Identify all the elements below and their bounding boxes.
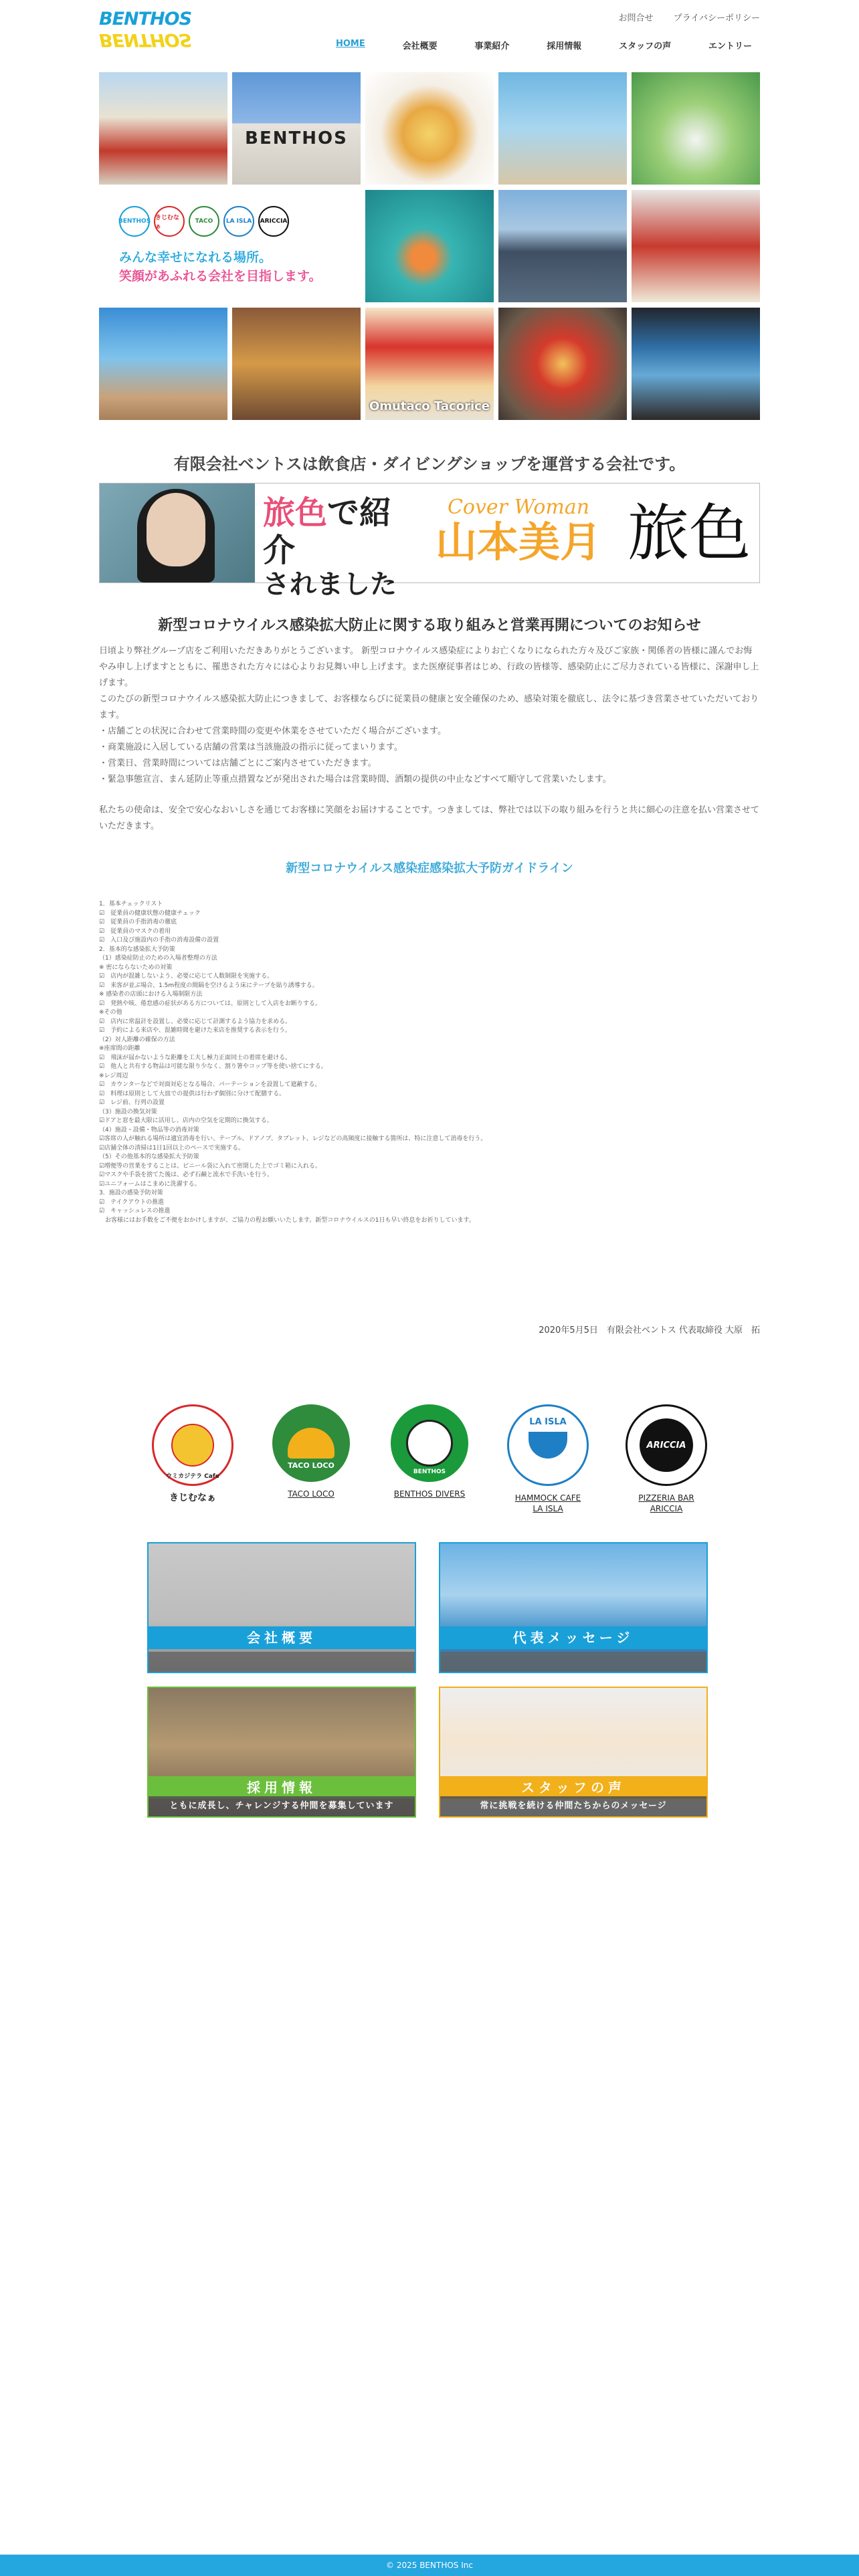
card-subtitle xyxy=(440,1652,706,1672)
tabiiro-banner[interactable] xyxy=(99,483,760,600)
guideline-line: ☑マスクや手袋を捨てた後は、必ず石鹸と流水で手洗いを行う。 xyxy=(99,1172,274,1178)
banner-text-middle xyxy=(418,484,619,582)
guideline-line: ☑客席の人が触れる場所は適宜消毒を行い、テーブル、ドアノブ、タブレット、レジなどの高頻度に接触する箇所は、特に注意して消毒を行う。 xyxy=(99,1136,487,1142)
nav-staff-voice[interactable]: スタッフの声 xyxy=(619,41,672,51)
notice-body xyxy=(99,643,760,835)
ocean-view-bar-photo xyxy=(632,308,760,420)
pizza-photo xyxy=(498,308,627,420)
guideline-list xyxy=(99,900,760,1225)
ariccia-logo-text: ARICCIA xyxy=(640,1418,693,1472)
beach-hammock-photo xyxy=(498,72,627,185)
guideline-line: ☑ キャッシュレスの推進 xyxy=(99,1208,171,1214)
taco-logo-text: TACO LOCO xyxy=(288,1461,335,1470)
kijimuna-mini-icon: きじむなぁ xyxy=(154,206,185,237)
banner-name: 山本美月 xyxy=(435,518,601,566)
guideline-line: （4）施設・設備・物品等の消毒対策 xyxy=(99,1126,199,1134)
guideline-line: ☑ 従業員の健康状態の健康チェック xyxy=(99,909,201,917)
brand-kijimuna[interactable] xyxy=(146,1404,240,1514)
guideline-line: ☑ カウンターなどで対面対応となる場合、パーテーションを設置して遮蔽する。 xyxy=(99,1081,321,1088)
guideline-line: ☑ 発熱や咳、倦怠感の症状がある方については、原則として入店をお断りする。 xyxy=(99,1000,321,1007)
guideline-line: ☑ 料理は原則として大皿での提供は行わず個別に分けて配膳する。 xyxy=(99,1090,286,1097)
guideline-title: 新型コロナウイルス感染症感染拡大予防ガイドライン xyxy=(286,861,573,875)
card-title: 代表メッセージ xyxy=(440,1626,706,1649)
banner-was: されました xyxy=(263,569,397,600)
contact-link[interactable]: お問合せ xyxy=(618,13,654,23)
guideline-line: ☑ 従業員のマスクの着用 xyxy=(99,928,171,935)
guideline-line: ☑ 予約による来店や、混雑時間を避けた来店を推奨する表示を行う。 xyxy=(99,1027,291,1034)
guideline-line: ※ 密にならないための対策 xyxy=(99,964,173,971)
guideline-line: ☑店舗全体の清掃は1日1回以上のペースで実施する。 xyxy=(99,1144,245,1152)
card-company-overview[interactable] xyxy=(147,1542,416,1673)
restaurant-interior-photo xyxy=(232,308,361,420)
guideline-line: ☑ 他人と共有する物品は可能な限り少なく、割り箸やコップ等を使い捨てにする。 xyxy=(99,1063,327,1070)
banner-introduced: で紹介 xyxy=(263,494,392,569)
notice-bullet: ・緊急事態宣言、まん延防止等重点措置などが発出された場合は営業時間、酒類の提供の中止などすべて順守して営業いたします。 xyxy=(99,774,611,784)
card-recruit[interactable] xyxy=(147,1687,416,1818)
tacorice-sign: Omutaco Tacorice xyxy=(369,399,490,413)
nav-recruit[interactable]: 採用情報 xyxy=(547,41,582,51)
guideline-line: ☑ 来客が並ぶ場合、1.5m程度の間隔を空けるよう床にテープを貼り誘導する。 xyxy=(99,982,318,989)
notice-title: 新型コロナウイルス感染拡大防止に関する取り組みと営業再開についてのお知らせ xyxy=(158,617,701,634)
notice-paragraph: このたびの新型コロナウイルス感染拡大防止につきまして、お客様ならびに従業員の健康と安全確保のため、感染対策を徹底し、法令に基づき営業させていただいております。 xyxy=(99,694,759,720)
banner-cover-woman: Cover Woman xyxy=(447,496,590,519)
utility-links xyxy=(601,11,760,23)
taco-mini-icon: TACO xyxy=(189,206,219,237)
card-title: スタッフの声 xyxy=(440,1776,706,1799)
notice-bullet: ・店舗ごとの状況に合わせて営業時間の変更や休業をさせていただく場合がございます。 xyxy=(99,726,446,736)
benthos-building-photo xyxy=(232,72,361,185)
la-isla-logo[interactable] xyxy=(507,1404,589,1486)
taco-loco-logo[interactable] xyxy=(272,1404,350,1482)
diver-character-icon xyxy=(406,1420,453,1467)
notice-paragraph: 私たちの使命は、安全で安心なおいしさを通じてお客様に笑顔をお届けすることです。つきましては、弊社では以下の取り組みを行うと共に細心の注意を払い営業させていただきます。 xyxy=(99,805,759,831)
brand-caption[interactable]: HAMMOCK CAFE LA ISLA xyxy=(514,1493,581,1513)
banner-text-left xyxy=(255,484,418,600)
tacorice-shop-photo xyxy=(365,308,494,420)
terrace-photo xyxy=(99,308,227,420)
face-shape xyxy=(147,493,205,566)
guideline-line: ※その他 xyxy=(99,1009,122,1016)
guideline-line: ☑ 店内が混雑しないよう、必要に応じて人数制限を実施する。 xyxy=(99,973,274,980)
benthos-sign: BENTHOS xyxy=(245,128,348,148)
brand-caption[interactable]: BENTHOS DIVERS xyxy=(393,1489,466,1499)
ariccia-mini-icon: ARICCIA xyxy=(258,206,289,237)
shop-counter-photo xyxy=(632,190,760,302)
divers-logo-text: BENTHOS xyxy=(413,1469,446,1475)
benthos-divers-logo[interactable] xyxy=(391,1404,468,1482)
guideline-line: ☑ レジ前、行列の設置 xyxy=(99,1099,165,1106)
guideline-line: （5）その他基本的な感染拡大予防策 xyxy=(99,1154,199,1160)
privacy-policy-link[interactable]: プライバシーポリシー xyxy=(673,13,760,23)
la-isla-logo-text: LA ISLA xyxy=(529,1417,567,1427)
notice-signature: 2020年5月5日 有限会社ベントス 代表取締役 大原 拓 xyxy=(539,1325,760,1335)
tagline-line-2: 笑顔があふれる会社を目指します。 xyxy=(119,269,322,284)
tagline-line-1: みんな幸せになれる場所。 xyxy=(119,250,272,265)
brand-caption[interactable]: きじむなぁ xyxy=(169,1493,216,1503)
guideline-line: お客様にはお手数をご不便をおかけしますが、ご協力の程お願いいたします。新型コロナウイルスの1日も早い終息をお祈りしています。 xyxy=(99,1216,475,1224)
card-staff-voice[interactable] xyxy=(439,1687,708,1818)
footer-copyright: © 2025 BENTHOS Inc xyxy=(0,2555,859,2576)
card-title: 採用情報 xyxy=(149,1776,415,1799)
guideline-line: （1）感染症防止のための入場者整理の方法 xyxy=(99,955,217,962)
nav-company[interactable]: 会社概要 xyxy=(402,41,438,51)
guideline-line: ※レジ周辺 xyxy=(99,1072,128,1079)
clownfish-photo xyxy=(365,190,494,302)
guideline-line: ☑ 入口及び施設内の手指の消毒設備の設置 xyxy=(99,937,219,944)
guideline-line: ☑ドアと窓を最大限に活用し、店内の空気を定期的に換気する。 xyxy=(99,1117,273,1124)
guideline-line: 3．施設の感染予防対策 xyxy=(99,1190,163,1196)
notice-bullet: ・商業施設に入居している店舗の営業は当該施設の指示に従ってまいります。 xyxy=(99,742,403,752)
guideline-line: ☑ テイクアウトの推進 xyxy=(99,1198,165,1206)
brand-benthos-divers[interactable] xyxy=(383,1404,476,1514)
hero-tagline xyxy=(99,190,361,302)
taco-icon xyxy=(288,1428,335,1459)
banner-tabiiro-red: 旅色 xyxy=(263,494,328,532)
guideline-line: ※ 感染者の店頭における入場制限方法 xyxy=(99,991,203,998)
card-title: 会社概要 xyxy=(149,1626,415,1649)
brand-taco-loco[interactable] xyxy=(264,1404,358,1514)
guideline-line: （2）対人距離の確保の方法 xyxy=(99,1036,175,1043)
guideline-line: 1．基本チェックリスト xyxy=(99,901,163,907)
guideline-line: 2．基本的な感染拡大予防策 xyxy=(99,946,175,953)
guideline-line: ☑ 飛沫が届かないような距離を工夫し極力正面同士の着席を避ける。 xyxy=(99,1054,292,1061)
brand-la-isla[interactable] xyxy=(501,1404,595,1514)
guideline-line: ☑ユニフォームはこまめに洗濯する。 xyxy=(99,1180,201,1188)
ariccia-logo[interactable] xyxy=(626,1404,707,1486)
kijimuna-logo-text: ウミカジテラ Cafe xyxy=(166,1473,219,1480)
omurice-photo xyxy=(365,72,494,185)
nav-entry[interactable]: エントリー xyxy=(708,41,752,51)
nav-business[interactable]: 事業紹介 xyxy=(474,41,510,51)
company-logo[interactable] xyxy=(99,9,192,60)
notice-bullet: ・営業日、営業時間については店舗ごとにご案内させていただきます。 xyxy=(99,758,377,768)
laisla-mini-icon: LA ISLA xyxy=(223,206,254,237)
guideline-line: （3）施設の換気対策 xyxy=(99,1108,157,1115)
card-ceo-message[interactable] xyxy=(439,1542,708,1673)
hero-collage xyxy=(99,72,760,423)
notice-paragraph: 日頃より弊社グループ店をご利用いただきありがとうございます。 新型コロナウイルス感染症によりお亡くなりになられた方々及びご家族・関係者の皆様に謹んでお悔やみ申し上げますとともに、罹患された方々には心よりお見舞い申し上げます。また医療従事者はじめ、行政の皆様等、感染防止にご尽力されている皆様に、深謝申し上げます。 xyxy=(99,646,759,688)
card-subtitle: ともに成長し、チャレンジする仲間を募集しています xyxy=(149,1796,415,1816)
main-nav xyxy=(328,37,760,53)
decorated-wall-photo xyxy=(632,72,760,185)
guideline-line: ☑増便等の営業をすることは、ビニール袋に入れて密閉した上でゴミ箱に入れる。 xyxy=(99,1162,321,1170)
storefront-photo xyxy=(99,72,227,185)
guideline-line: ※座席間の距離 xyxy=(99,1045,140,1052)
island-icon xyxy=(529,1432,567,1459)
banner-tabiiro-logo: 旅色 xyxy=(627,498,751,569)
staff-group-photo xyxy=(498,190,627,302)
brand-ariccia[interactable] xyxy=(619,1404,713,1514)
brand-icons xyxy=(119,206,289,237)
card-subtitle xyxy=(149,1652,415,1672)
benthos-mini-icon: BENTHOS xyxy=(119,206,150,237)
nav-home[interactable]: HOME xyxy=(336,39,365,49)
guideline-line: ☑ 従業員の手指消毒の徹底 xyxy=(99,919,177,926)
brand-caption[interactable]: TACO LOCO xyxy=(288,1489,335,1499)
kijimuna-character-icon xyxy=(171,1424,214,1467)
guideline-line: ☑ 店内に常温計を設置し、必要に応じて計測するよう協力を求める。 xyxy=(99,1018,292,1025)
card-subtitle: 常に挑戦を続ける仲間たちからのメッセージ xyxy=(440,1796,706,1816)
company-headline: 有限会社ベントスは飲食店・ダイビングショップを運営する会社です。 xyxy=(173,455,686,473)
brand-caption[interactable]: PIZZERIA BAR ARICCIA xyxy=(638,1493,694,1513)
logo-reflection: BENTHOS xyxy=(99,29,192,50)
brand-logos xyxy=(146,1404,713,1514)
kijimuna-logo[interactable] xyxy=(152,1404,233,1486)
logo-text: BENTHOS xyxy=(99,9,192,29)
cover-woman-photo xyxy=(100,484,255,582)
